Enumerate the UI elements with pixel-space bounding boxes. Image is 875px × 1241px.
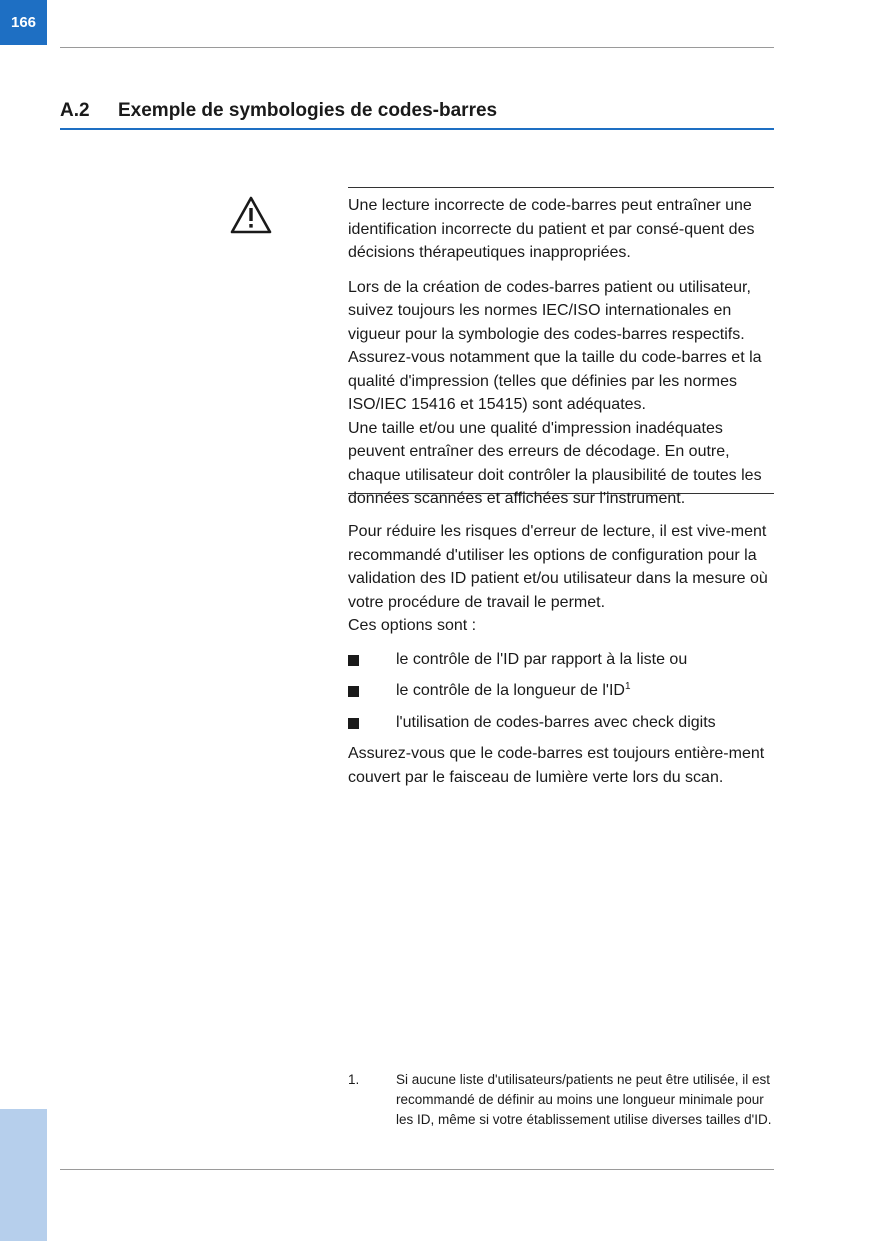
section-heading <box>60 100 774 130</box>
warning-paragraph: Une lecture incorrecte de code-barres peut entraîner une identification incorrecte du patient et par consé-quent des décisions thérapeutiques inappropriées. <box>348 197 755 261</box>
list-item: le contrôle de l'ID par rapport à la liste ou <box>348 648 774 672</box>
bullet-square-icon <box>348 686 359 697</box>
warning-triangle-icon <box>230 196 272 234</box>
page-number: 166 <box>0 0 47 45</box>
footnote <box>348 1070 774 1130</box>
header-rule <box>60 47 774 48</box>
intro-paragraph: Pour réduire les risques d'erreur de lecture, il est vive-ment recommandé d'utiliser les options de configuration pour la validation des ID patient et/ou utilisateur dans la mesure où votre procédure de travail le permet. <box>348 523 768 611</box>
bullet-square-icon <box>348 655 359 666</box>
section-title: Exemple de symbologies de codes-barres <box>118 100 498 121</box>
footnote-number: 1. <box>348 1072 360 1087</box>
footnote-text: Si aucune liste d'utilisateurs/patients ne peut être utilisée, il est recommandé de définir au moins une longueur minimale pour les ID, même si votre établissement utilise diverses tailles d'ID. <box>396 1072 772 1127</box>
warning-paragraph: Une taille et/ou une qualité d'impression inadéquates peuvent entraîner des erreurs de décodage. En outre, chaque utilisateur doit contrôler la plausibilité de toutes les données scannées et affichées sur l'instrument. <box>348 419 762 507</box>
section-number: A.2 <box>60 100 90 121</box>
intro-paragraph: Ces options sont : <box>348 617 477 634</box>
closing-paragraph: Assurez-vous que le code-barres est toujours entière-ment couvert par le faisceau de lumière verte lors du scan. <box>348 745 765 786</box>
body-text <box>348 520 774 799</box>
list-item: le contrôle de la longueur de $l'ID^1$ <box>348 679 774 703</box>
warning-paragraph: Lors de la création de codes-barres patient ou utilisateur, suivez toujours les normes IEC/ISO internationales en vigueur pour la symbologie des codes-barres respectifs. Assurez-vous notamment que la taille du code-barres et la qualité d'impression (telles que définies par les normes ISO/IEC 15416 et 15415) sont adéquates. <box>348 278 762 413</box>
footer-rule <box>60 1169 774 1170</box>
options-list <box>348 648 774 735</box>
bullet-square-icon <box>348 718 359 729</box>
list-item: l'utilisation de codes-barres avec check digits <box>348 711 774 735</box>
warning-box <box>348 187 774 507</box>
footnote-reference[interactable]: 1 <box>624 681 631 692</box>
side-tab <box>0 1109 47 1241</box>
